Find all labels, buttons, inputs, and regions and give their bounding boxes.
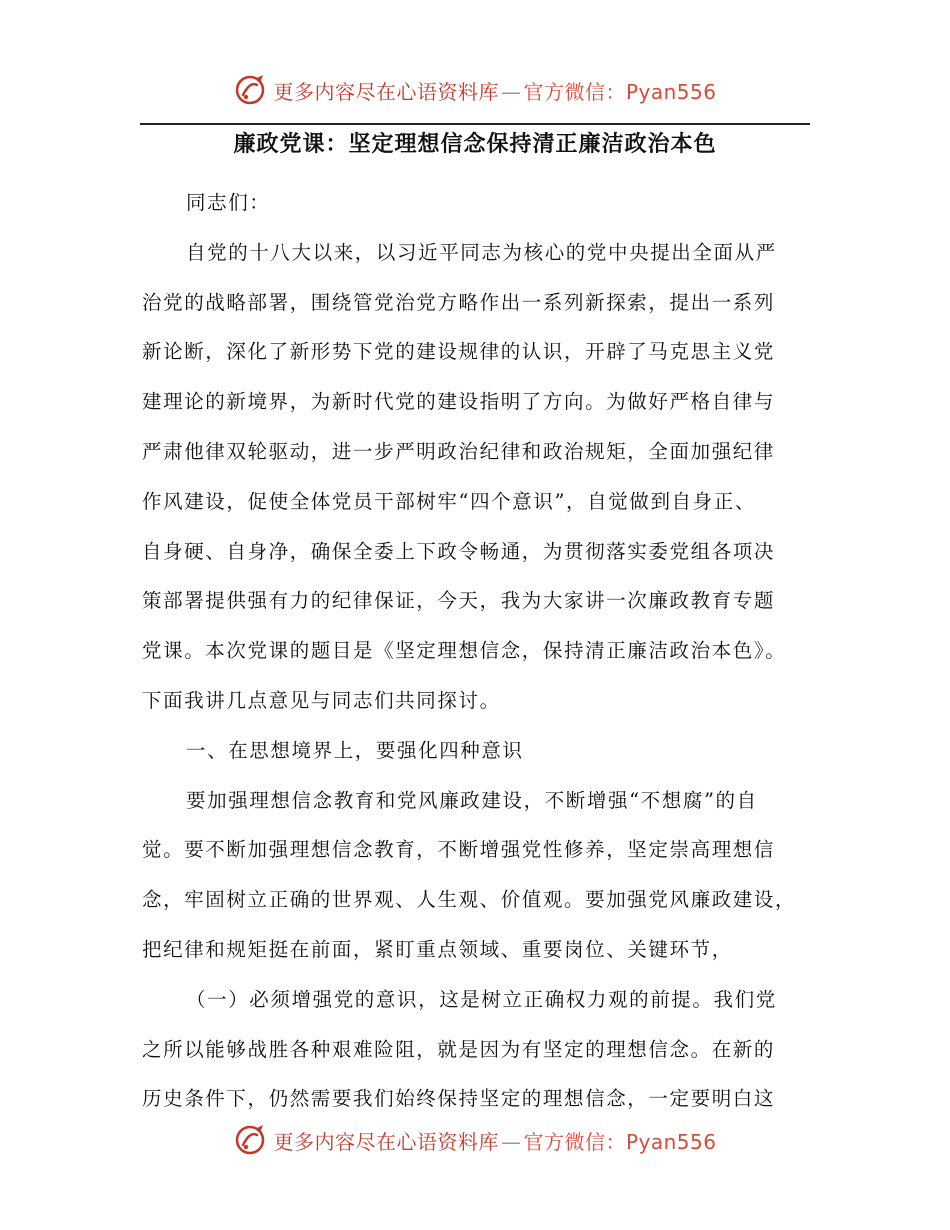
body-line: 党课。本次党课的题目是《坚定理想信念，保持清正廉洁政治本色》。 bbox=[142, 639, 787, 663]
header-banner-inner bbox=[233, 73, 716, 107]
body-line: 新论断，深化了新形势下党的建设规律的认识，开辟了马克思主义党 bbox=[142, 340, 776, 364]
body-line: 要加强理想信念教育和党风廉政建设，不断增强“不想腐”的自 bbox=[186, 788, 758, 812]
section-heading: 一、在思想境界上，要强化四种意识 bbox=[186, 738, 524, 762]
footer-banner-text bbox=[273, 1126, 716, 1155]
body-line: 念，牢固树立正确的世界观、人生观、价值观。要加强党风廉政建设， bbox=[142, 888, 797, 912]
brand-logo-icon bbox=[233, 1123, 267, 1157]
footer-banner bbox=[0, 1120, 950, 1160]
header-banner-text bbox=[273, 76, 716, 105]
header-banner-main: 更多内容尽在心语资料库 bbox=[273, 79, 499, 104]
header-banner-wechat: 官方微信：Pyan556 bbox=[523, 79, 717, 104]
footer-banner-main: 更多内容尽在心语资料库 bbox=[273, 1129, 499, 1154]
body-line: 策部署提供强有力的纪律保证，今天，我为大家讲一次廉政教育专题 bbox=[142, 589, 776, 613]
footer-banner-dash: — bbox=[500, 1129, 522, 1154]
document-title: 廉政党课：坚定理想信念保持清正廉洁政治本色 bbox=[233, 131, 717, 157]
body-line: 同志们： bbox=[186, 191, 271, 214]
footer-banner-wechat: 官方微信：Pyan556 bbox=[523, 1129, 717, 1154]
body-line: 自身硬、自身净，确保全委上下政令畅通，为贯彻落实委党组各项决 bbox=[142, 539, 776, 563]
document-body bbox=[142, 178, 808, 1124]
body-line: 严肃他律双轮驱动，进一步严明政治纪律和政治规矩，全面加强纪律 bbox=[142, 439, 776, 463]
body-line: 下面我讲几点意见与同志们共同探讨。 bbox=[142, 688, 501, 712]
body-line: 之所以能够战胜各种艰难险阻，就是因为有坚定的理想信念。在新的 bbox=[142, 1037, 776, 1061]
subsection-line: （一）必须增强党的意识，这是树立正确权力观的前提。我们党 bbox=[186, 987, 777, 1011]
body-line: 自党的十八大以来，以习近平同志为核心的党中央提出全面从严 bbox=[186, 240, 777, 264]
body-line: 治党的战略部署，围绕管党治党方略作出一系列新探索，提出一系列 bbox=[142, 290, 776, 314]
footer-banner-inner bbox=[233, 1123, 716, 1157]
body-line: 历史条件下，仍然需要我们始终保持坚定的理想信念，一定要明白这 bbox=[142, 1087, 776, 1111]
body-line: 建理论的新境界，为新时代党的建设指明了方向。为做好严格自律与 bbox=[142, 390, 776, 414]
body-line: 作风建设，促使全体党员干部树牢“四个意识”，自觉做到自身正、 bbox=[142, 489, 756, 513]
header-banner-dash: — bbox=[500, 79, 522, 104]
header-banner bbox=[0, 70, 950, 110]
body-line: 把纪律和规矩挺在前面，紧盯重点领域、重要岗位、关键环节， bbox=[142, 937, 733, 961]
body-line: 觉。要不断加强理想信念教育，不断增强党性修养，坚定崇高理想信 bbox=[142, 838, 776, 862]
header-rule bbox=[140, 123, 810, 125]
brand-logo-icon bbox=[233, 73, 267, 107]
